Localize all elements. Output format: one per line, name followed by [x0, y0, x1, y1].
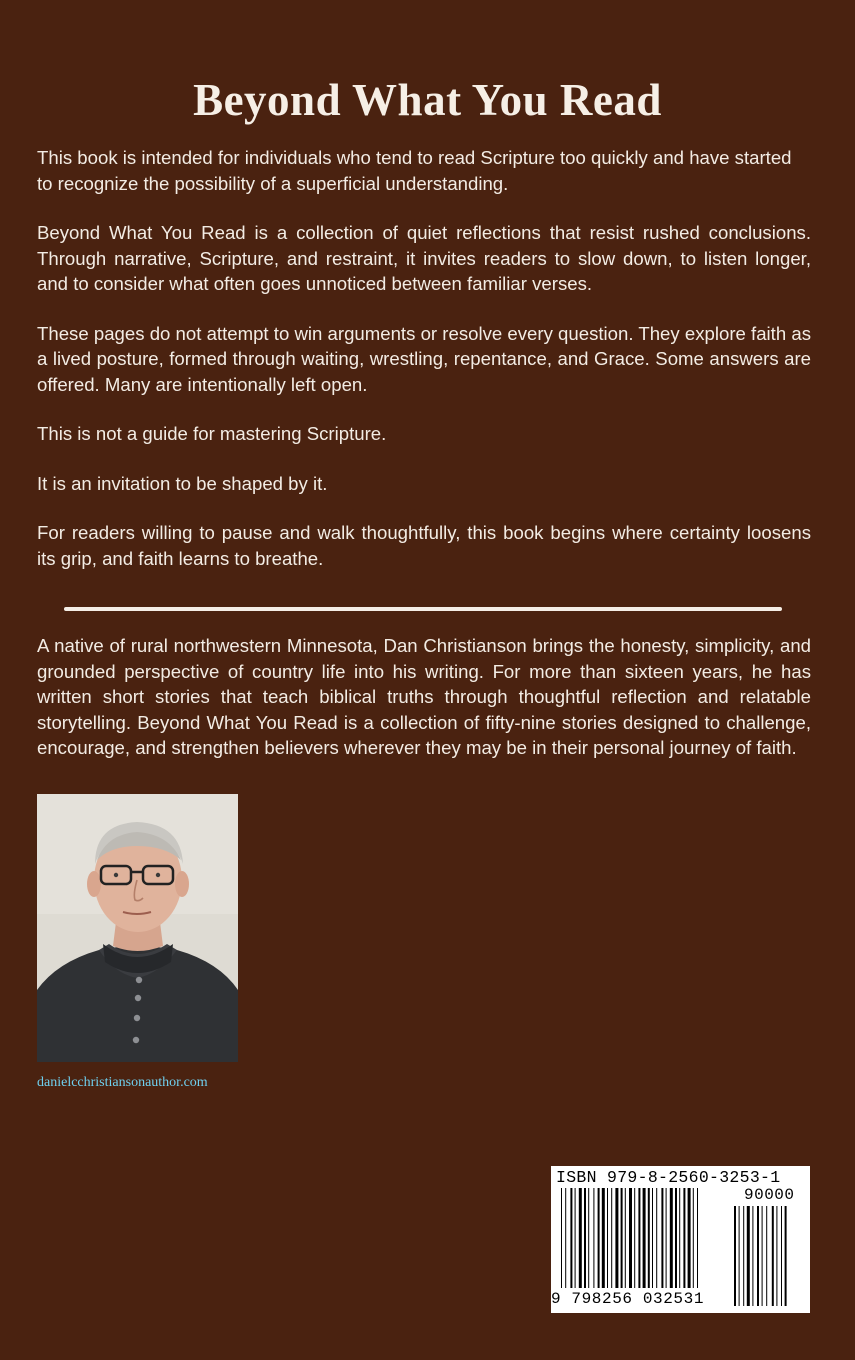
barcode-addon-bar: [766, 1206, 767, 1306]
barcode-addon-bar: [747, 1206, 750, 1306]
author-photo: [37, 794, 238, 1062]
barcode-bar: [602, 1188, 605, 1288]
barcode-bar: [625, 1188, 626, 1288]
barcode-bar: [579, 1188, 582, 1288]
barcode-bar: [634, 1188, 635, 1288]
barcode-addon-bar: [752, 1206, 753, 1306]
barcode-addon-bar: [762, 1206, 763, 1306]
barcode-bar: [697, 1188, 698, 1288]
book-blurb: [37, 145, 811, 595]
author-website-link[interactable]: danielcchristiansonauthor.com: [37, 1075, 208, 1090]
barcode-bar: [584, 1188, 586, 1288]
blurb-paragraph-5: It is an invitation to be shaped by it.: [37, 472, 328, 494]
barcode-addon-bar: [781, 1206, 782, 1306]
barcode-bar: [670, 1188, 673, 1288]
price-code: 90000: [744, 1186, 795, 1204]
barcode-bar: [621, 1188, 623, 1288]
barcode-bar: [679, 1188, 680, 1288]
barcode-bar: [615, 1188, 618, 1288]
author-photo-illustration: [37, 794, 238, 1062]
barcode-bar: [598, 1188, 600, 1288]
barcode-addon-bar: [734, 1206, 736, 1306]
barcode-bar: [575, 1188, 576, 1288]
barcode-bar: [688, 1188, 691, 1288]
barcode-bar: [629, 1188, 632, 1288]
barcode-bar: [607, 1188, 608, 1288]
isbn-label: ISBN 979-8-2560-3253-1: [556, 1168, 781, 1187]
barcode-addon-bar: [739, 1206, 740, 1306]
barcode-bar: [652, 1188, 653, 1288]
blurb-paragraph-4: This is not a guide for mastering Scripture.: [37, 423, 387, 444]
barcode-bar: [570, 1188, 572, 1288]
isbn-barcode: [551, 1166, 810, 1313]
barcode-addon-bar: [743, 1206, 744, 1306]
barcode-bar: [648, 1188, 650, 1288]
blurb-paragraph-3: These pages do not attempt to win arguments or resolve every question. They explore faith as a lived posture, formed through waiting, wrestling, repentance, and Grace. Some answers are offered. Many are intentionally left open.: [37, 322, 811, 395]
book-title: Beyond What You Read: [193, 75, 662, 125]
barcode-bar: [656, 1188, 657, 1288]
ean-digits: 9 798256 032531: [551, 1290, 705, 1308]
barcode-addon-bar: [757, 1206, 759, 1306]
blurb-paragraph-1: This book is intended for individuals who tend to read Scripture too quickly and have started to recognize the possibility of a superficial understanding.: [37, 147, 792, 194]
barcode-bar: [683, 1188, 685, 1288]
barcode-bar: [675, 1188, 677, 1288]
barcode-bar: [565, 1188, 566, 1288]
barcode-bar: [661, 1188, 663, 1288]
barcode-bar: [588, 1188, 589, 1288]
barcode-addon-bar: [772, 1206, 774, 1306]
barcode-bar: [666, 1188, 667, 1288]
barcode-addon-bar: [785, 1206, 787, 1306]
barcode-addon-bar: [776, 1206, 777, 1306]
barcode-bar: [693, 1188, 694, 1288]
blurb-paragraph-6: For readers willing to pause and walk thoughtfully, this book begins where certainty loosens its grip, and faith learns to breathe.: [37, 522, 811, 569]
barcode-bar: [611, 1188, 612, 1288]
barcode-bar: [643, 1188, 646, 1288]
barcode-bar: [638, 1188, 640, 1288]
barcode-bar: [593, 1188, 594, 1288]
barcode-bar: [561, 1188, 562, 1288]
author-bio: A native of rural northwestern Minnesota, Dan Christianson brings the honesty, simplicity, and grounded perspective of country life into his writing. For more than sixteen years, he has written short stories that teach biblical truths through thoughtful reflection and relatable storytelling. Beyond What You Read is a collection of fifty-nine stories designed to challenge, encourage, and strengthen believers wherever they may be in their personal journey of faith.: [37, 635, 811, 758]
section-divider: [64, 607, 782, 611]
blurb-paragraph-2: Beyond What You Read is a collection of quiet reflections that resist rushed conclusions. Through narrative, Scripture, and restraint, it invites readers to slow down, to listen longer, and to consider what often goes unnoticed between familiar verses.: [37, 222, 811, 294]
